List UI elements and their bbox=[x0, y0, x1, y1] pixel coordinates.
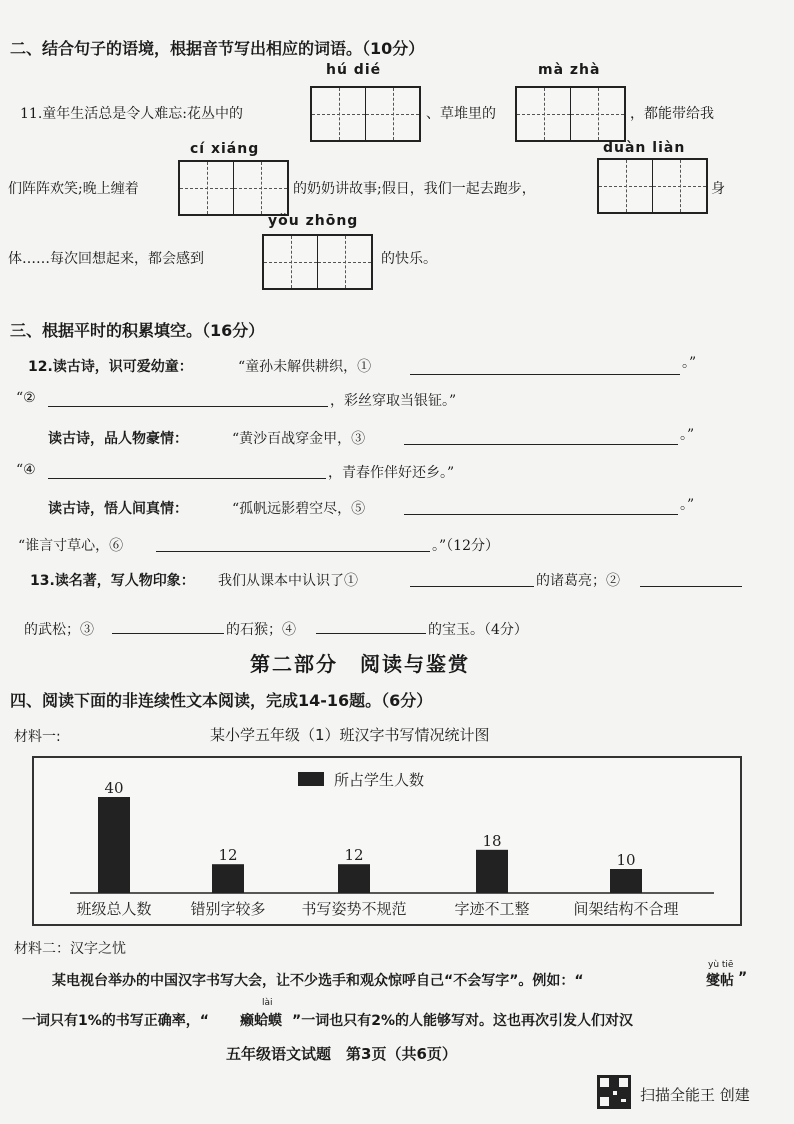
category-label-1: 错别字较多 bbox=[190, 900, 266, 918]
blank-3[interactable] bbox=[404, 444, 678, 445]
blank-2[interactable] bbox=[48, 406, 328, 407]
para1-word: 燮帖 bbox=[706, 973, 734, 989]
q12-poem-3: “黄沙百战穿金甲，③ bbox=[232, 431, 366, 447]
q12-end-3: 。” bbox=[680, 427, 695, 443]
page-footer: 五年级语文试题 第3页（共6页） bbox=[226, 1045, 457, 1063]
legend-swatch bbox=[298, 772, 324, 786]
q11-line1-mid: 、草堆里的 bbox=[426, 106, 496, 122]
chart-title: 某小学五年级（1）班汉字书写情况统计图 bbox=[210, 726, 490, 744]
q12-prompt-2: 读古诗，品人物豪情： bbox=[48, 431, 188, 447]
q12-poem-5: “孤帆远影碧空尽，⑤ bbox=[232, 501, 366, 517]
material1-label: 材料一: bbox=[14, 729, 61, 745]
bar-value-label-0: 40 bbox=[104, 779, 124, 797]
q12-line2-start: “② bbox=[16, 390, 36, 406]
para1-ruby: yù tiē bbox=[708, 960, 734, 970]
blank-q13-4[interactable] bbox=[316, 633, 426, 634]
q12-end-5: 。” bbox=[680, 497, 695, 513]
q12-line6-end: 。”（12分） bbox=[432, 538, 499, 554]
blank-6[interactable] bbox=[156, 551, 430, 552]
section3-heading: 三、根据平时的积累填空。（16分） bbox=[10, 321, 265, 340]
blank-5[interactable] bbox=[404, 514, 678, 515]
para1-close: ” bbox=[738, 970, 748, 986]
pinyin-cixiang: cí xiáng bbox=[190, 141, 260, 157]
q12-prompt-1: 12.读古诗，识可爱幼童： bbox=[28, 359, 193, 375]
para2-ruby: lài bbox=[262, 998, 273, 1008]
q13-line2-c: 的宝玉。（4分） bbox=[428, 622, 528, 638]
answer-grid-hudie[interactable] bbox=[310, 86, 421, 142]
pinyin-mazha: mà zhà bbox=[538, 62, 601, 78]
scanner-watermark: 扫描全能王 创建 bbox=[640, 1086, 750, 1104]
bar-2 bbox=[338, 864, 370, 893]
q13-line2-b: 的石猴；④ bbox=[226, 622, 296, 638]
q13-text-1: 我们从课本中认识了① bbox=[218, 573, 358, 589]
legend-label: 所占学生人数 bbox=[334, 771, 425, 789]
q11-line2-start: 们阵阵欢笑;晚上缠着 bbox=[8, 181, 139, 197]
section2-heading: 二、结合句子的语境，根据音节写出相应的词语。（10分） bbox=[10, 39, 425, 58]
q11-line2-end: 身 bbox=[711, 181, 725, 197]
bar-value-label-4: 10 bbox=[616, 851, 636, 869]
part2-title: 第二部分 阅读与鉴赏 bbox=[250, 652, 470, 676]
bar-0 bbox=[98, 797, 130, 893]
bar-value-label-3: 18 bbox=[482, 831, 502, 850]
bar-4 bbox=[610, 869, 642, 893]
pinyin-duanlian: duàn liàn bbox=[603, 140, 686, 156]
q11-line3-end: 的快乐。 bbox=[381, 251, 437, 267]
q13-prompt: 13.读名著，写人物印象： bbox=[30, 573, 195, 589]
para2-text-b: ”一词也只有2%的人能够写对。这也再次引发人们对汉 bbox=[292, 1013, 633, 1029]
blank-q13-2[interactable] bbox=[640, 586, 742, 587]
category-label-2: 书写姿势不规范 bbox=[301, 900, 407, 918]
material2-label: 材料二：汉字之忧 bbox=[14, 941, 126, 957]
answer-grid-cixiang[interactable] bbox=[178, 160, 289, 216]
q12-line4-end: ，青春作伴好还乡。” bbox=[328, 465, 455, 481]
q11-line1-start: 11.童年生活总是令人难忘:花丛中的 bbox=[20, 106, 243, 122]
blank-q13-3[interactable] bbox=[112, 633, 224, 634]
blank-4[interactable] bbox=[48, 478, 326, 479]
q13-text-2: 的诸葛亮；② bbox=[536, 573, 620, 589]
q11-line1-end: ，都能带给我 bbox=[630, 106, 714, 122]
answer-grid-youzhong[interactable] bbox=[262, 234, 373, 290]
bar-value-label-1: 12 bbox=[218, 846, 238, 865]
bar-1 bbox=[212, 864, 244, 893]
q12-prompt-3: 读古诗，悟人间真情： bbox=[48, 501, 188, 517]
q12-line4-start: “④ bbox=[16, 462, 36, 478]
q12-end-1: 。” bbox=[682, 355, 697, 371]
category-label-0: 班级总人数 bbox=[76, 900, 152, 918]
answer-grid-mazha[interactable] bbox=[515, 86, 626, 142]
para2-text-a: 一词只有1%的书写正确率，“ bbox=[22, 1013, 209, 1029]
section4-heading: 四、阅读下面的非连续性文本阅读，完成14-16题。（6分） bbox=[10, 691, 433, 710]
q12-poem-1: “童孙未解供耕织，① bbox=[238, 359, 372, 375]
category-label-3: 字迹不工整 bbox=[454, 900, 530, 918]
para2-word: 癞蛤蟆 bbox=[240, 1013, 282, 1029]
qr-code-icon bbox=[597, 1075, 631, 1109]
bar-value-label-2: 12 bbox=[344, 846, 364, 865]
category-label-4: 间架结构不合理 bbox=[573, 900, 679, 918]
pinyin-youzhong: yǒu zhōng bbox=[268, 213, 359, 229]
pinyin-hudie: hú dié bbox=[326, 62, 382, 78]
answer-grid-duanlian[interactable] bbox=[597, 158, 708, 214]
q13-line2-a: 的武松；③ bbox=[24, 622, 94, 638]
chart-frame bbox=[32, 756, 742, 926]
q11-line3-start: 体……每次回想起来，都会感到 bbox=[8, 251, 204, 267]
bar-chart bbox=[34, 758, 740, 924]
blank-q13-1[interactable] bbox=[410, 586, 534, 587]
q12-line6-start: “谁言寸草心，⑥ bbox=[18, 538, 124, 554]
blank-1[interactable] bbox=[410, 374, 680, 375]
q12-line2-end: ，彩丝穿取当银钲。” bbox=[330, 393, 457, 409]
bar-3 bbox=[476, 850, 508, 893]
para1-text: 某电视台举办的中国汉字书写大会，让不少选手和观众惊呼自己“不会写字”。例如：“ bbox=[52, 973, 584, 989]
q11-line2-mid: 的奶奶讲故事;假日，我们一起去跑步， bbox=[293, 181, 536, 197]
